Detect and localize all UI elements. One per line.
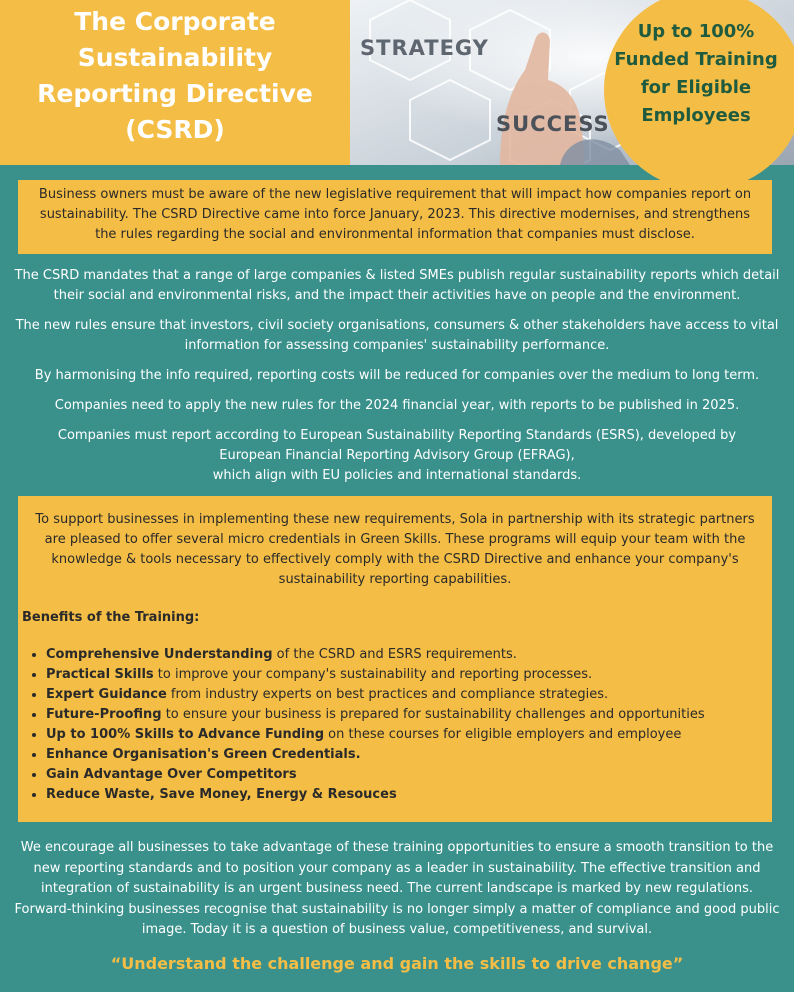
- benefit-item: • Expert Guidance from industry experts on best practices and compliance strategies.: [46, 685, 772, 705]
- benefit-item: • Up to 100% Skills to Advance Funding on these courses for eligible employers and employee: [46, 725, 772, 745]
- strategy-word: STRATEGY: [360, 36, 489, 60]
- training-box: [18, 496, 772, 822]
- page-title: [0, 4, 350, 148]
- esrs-paragraph: [14, 426, 780, 486]
- badge-line: for Eligible: [640, 77, 752, 98]
- training-intro: To support businesses in implementing these new requirements, Sola in partnership with its strategic partners are pleased to offer several micro credentials in Green Skills. These programs will equip your team with the knowledge & tools necessary to effectively comply with the CSRD Directive and enhance your company's sustainability reporting capabilities.: [35, 512, 755, 587]
- badge-line: Up to 100%: [637, 21, 755, 42]
- benefits-list: [18, 645, 772, 805]
- esrs-line: which align with EU policies and international standards.: [212, 468, 582, 483]
- info-paragraph: The CSRD mandates that a range of large companies & listed SMEs publish regular sustainability reports which detail their social and environmental risks, and the impact their activities have on people and the environment.: [14, 268, 780, 303]
- funding-badge-text: [604, 18, 788, 130]
- info-paragraph: Companies need to apply the new rules for the 2024 financial year, with reports to be published in 2025.: [54, 398, 740, 413]
- title-line: The Corporate: [74, 7, 276, 36]
- intro-box: [18, 180, 772, 254]
- benefit-item: • Gain Advantage Over Competitors: [46, 765, 772, 785]
- success-word: SUCCESS: [496, 112, 610, 136]
- benefit-item: • Future-Proofing to ensure your business is prepared for sustainability challenges and opportunities: [46, 705, 772, 725]
- esrs-line: European Financial Reporting Advisory Group (EFRAG),: [219, 448, 575, 463]
- intro-text: Business owners must be aware of the new legislative requirement that will impact how companies report on sustainability. The CSRD Directive came into force January, 2023. This directive modernises, and strengthens the rules regarding the social and environmental information that companies must disclose.: [38, 187, 752, 242]
- benefits-title: Benefits of the Training:: [22, 610, 200, 625]
- title-line: Sustainability: [77, 43, 273, 72]
- info-paragraph: By harmonising the info required, reporting costs will be reduced for companies over the medium to long term.: [34, 368, 760, 383]
- title-line: (CSRD): [125, 115, 225, 144]
- benefit-item: • Enhance Organisation's Green Credentials.: [46, 745, 772, 765]
- benefit-item: • Comprehensive Understanding of the CSRD and ESRS requirements.: [46, 645, 772, 665]
- closing-paragraph: We encourage all businesses to take advantage of these training opportunities to ensure a smooth transition to the new reporting standards and to position your company as a leader in sustainability. The effective transition and integration of sustainability is an urgent business need. The current landscape is marked by new regulations. Forward-thinking businesses recognise that sustainability is no longer simply a matter of compliance and good public image. Today it is a question of business value, competitiveness, and survival.: [14, 840, 780, 937]
- csrd-info-section: [14, 266, 780, 494]
- benefit-item: • Practical Skills to improve your company's sustainability and reporting processes.: [46, 665, 772, 685]
- info-paragraph: The new rules ensure that investors, civil society organisations, consumers & other stakeholders have access to vital information for assessing companies' sustainability performance.: [15, 318, 779, 353]
- tagline-quote: “Understand the challenge and gain the skills to drive change”: [110, 954, 684, 973]
- badge-line: Funded Training: [614, 49, 778, 70]
- esrs-line: Companies must report according to European Sustainability Reporting Standards (ESRS), developed by: [57, 428, 737, 443]
- title-line: Reporting Directive: [37, 79, 313, 108]
- badge-line: Employees: [641, 105, 751, 126]
- benefit-item: • Reduce Waste, Save Money, Energy & Resouces: [46, 785, 772, 805]
